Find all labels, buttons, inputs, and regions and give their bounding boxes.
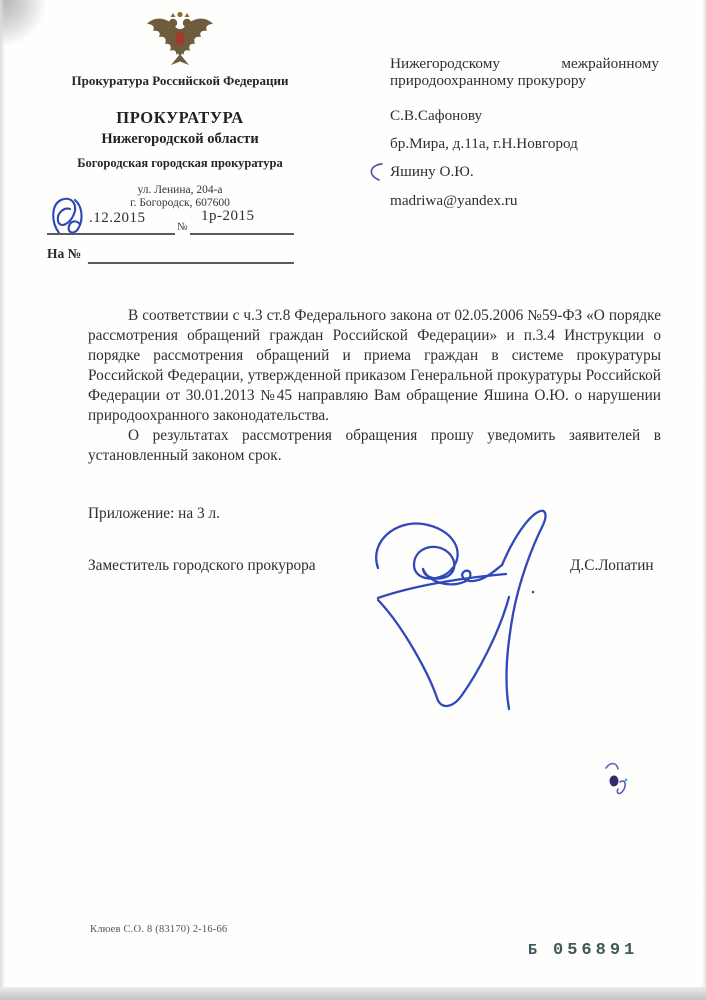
recipient-title-word2: межрайонному [561, 55, 659, 72]
recipient-block [390, 55, 659, 209]
applicant-name [390, 163, 659, 180]
body-paragraph-2: О результатах рассмотрения обращения прошу уведомить заявителей в установленный законом срок. [88, 427, 661, 464]
handwritten-hook-mark [365, 161, 387, 187]
form-serial-stamp [528, 941, 638, 960]
recipient-name: С.В.Сафонову [390, 107, 483, 124]
recipient-title-line1 [390, 55, 659, 72]
scan-shadow-left [0, 0, 5, 1000]
org-parent-title: Прокуратура Российской Федерации [71, 73, 289, 88]
recipient-address: бр.Мира, д.11а, г.Н.Новгород [390, 135, 578, 152]
body-paragraph-1: В соответствии с ч.3 ст.8 Федерального закона от 02.05.2006 №59-ФЗ «О порядке рассмотрения обращений граждан Российской Федерации» и п.3.4 Инструкции о порядке рассмотрения обращений и приема граждан в системе прокуратуры Российской Федерации, утвержденной приказом Генеральной прокуратуры Российской Федерации от 30.01.2013 №45 направляю Вам обращение Яшина О.Ю. о нарушении природоохранного законодательства. [88, 307, 661, 424]
signer-position: Заместитель городского прокурора [88, 557, 316, 574]
signature-icon [363, 502, 558, 722]
handwritten-date-day [48, 196, 92, 245]
org-address-city: г. Богородск, 607600 [130, 197, 230, 209]
document-number: 1р-2015 [201, 208, 255, 224]
coat-of-arms-icon [50, 10, 310, 70]
signer-name: Д.С.Лопатин [570, 557, 654, 574]
scan-shadow-top-left [0, 0, 52, 46]
date-underline [47, 233, 175, 235]
letter-body [88, 306, 661, 466]
ink-blot-mark [596, 756, 636, 809]
date-typed: .12.2015 [89, 210, 146, 226]
scan-shadow-bottom [0, 987, 706, 1000]
attachment-note: Приложение: на 3 л. [88, 505, 220, 522]
org-name-line2: Нижегородской области [101, 131, 259, 147]
applicant-name-text: Яшину О.Ю. [390, 163, 474, 180]
stamp-number: 056891 [553, 941, 639, 960]
org-address-street: ул. Ленина, 204-а [137, 184, 223, 196]
scan-shadow-right [702, 0, 706, 1000]
applicant-email: madriwa@yandex.ru [390, 192, 518, 209]
number-sign: № [177, 221, 188, 233]
recipient-title-line2: природоохранному прокурору [390, 72, 586, 89]
stamp-series: Б [528, 942, 538, 959]
reference-number-label: На № [47, 246, 82, 261]
letterhead [50, 10, 310, 209]
org-subdivision: Богородская городская прокуратура [77, 156, 283, 170]
org-name-line1: ПРОКУРАТУРА [116, 108, 244, 127]
executor-contact: Клюев С.О. 8 (83170) 2-16-66 [90, 924, 228, 935]
number-underline [190, 233, 294, 235]
recipient-title-word1: Нижегородскому [390, 55, 500, 72]
reference-underline [88, 262, 294, 264]
